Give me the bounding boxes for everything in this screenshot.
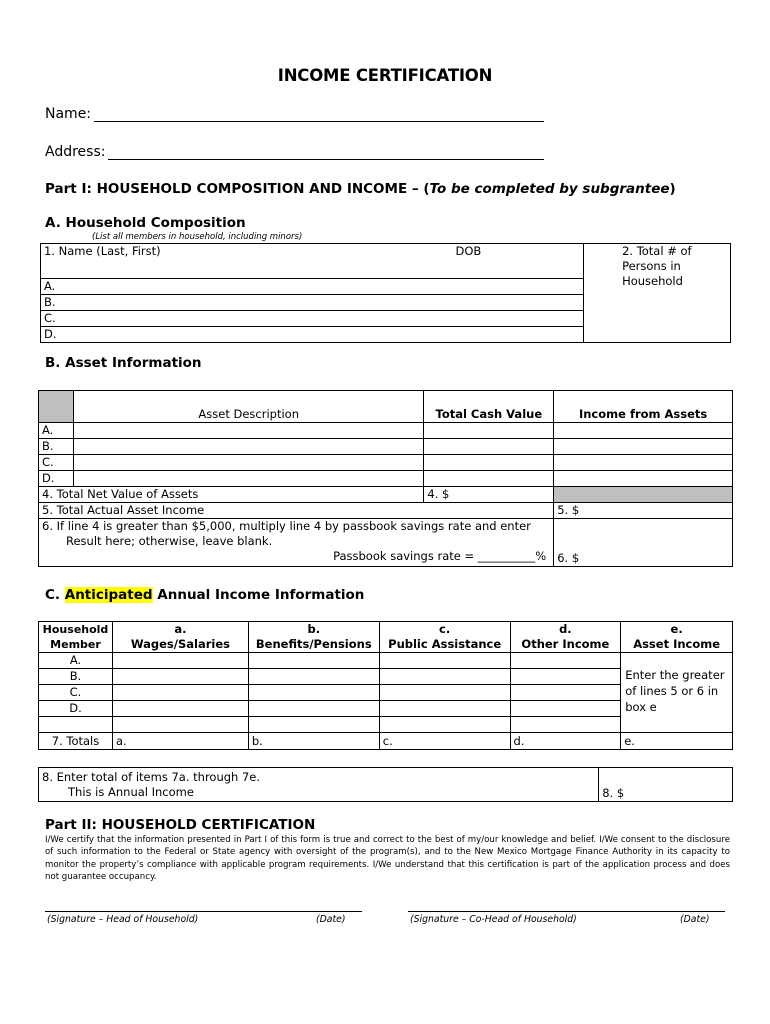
passbook-rate[interactable]: Passbook savings rate = __________% xyxy=(333,549,547,563)
name-field[interactable] xyxy=(94,121,544,122)
asset-income-cell[interactable] xyxy=(554,455,733,471)
wages-cell[interactable] xyxy=(112,653,248,669)
line5-value[interactable]: 5. $ xyxy=(554,503,733,519)
benefits-cell[interactable] xyxy=(248,669,379,685)
household-row[interactable] xyxy=(41,327,584,343)
asset-income-cell[interactable] xyxy=(554,471,733,487)
wages-cell[interactable] xyxy=(112,685,248,701)
signature-head-label: (Signature – Head of Household) xyxy=(47,914,199,925)
annual-income-value[interactable]: 8. $ xyxy=(599,768,733,802)
assets-corner-cell xyxy=(39,391,74,423)
col-asset-income: e. Asset Income xyxy=(621,622,733,653)
line6-cell xyxy=(39,519,554,567)
line6-text: 6. If line 4 is greater than $5,000, multiply line 4 by passbook savings rate and enter xyxy=(42,519,531,533)
col-public-assistance: c. Public Assistance xyxy=(379,622,510,653)
asset-desc-cell[interactable] xyxy=(73,471,423,487)
benefits-cell[interactable] xyxy=(248,717,379,733)
household-row-label: C. xyxy=(44,311,56,325)
household-row-label: A. xyxy=(44,279,56,293)
asset-income-cell[interactable] xyxy=(554,423,733,439)
line5-label: 5. Total Actual Asset Income xyxy=(39,503,554,519)
household-row-label: D. xyxy=(44,327,57,341)
other-income-cell[interactable] xyxy=(510,717,621,733)
income-heading: C. Anticipated Annual Income Information xyxy=(45,587,365,603)
benefits-cell[interactable] xyxy=(248,701,379,717)
signature-cohead-line[interactable] xyxy=(408,911,725,912)
line8-cell xyxy=(39,768,599,802)
income-table xyxy=(38,621,733,750)
household-note: (List all members in household, including minors) xyxy=(92,232,303,242)
household-row[interactable] xyxy=(41,295,584,311)
line6-value[interactable]: 6. $ xyxy=(554,519,733,567)
date-cohead-label: (Date) xyxy=(680,914,710,925)
col-asset-desc: Asset Description xyxy=(73,391,423,423)
col-household-member: Household Member xyxy=(39,622,113,653)
date-head-label: (Date) xyxy=(316,914,346,925)
name-label: Name: xyxy=(45,106,92,122)
signature-head-line[interactable] xyxy=(45,911,362,912)
public-assistance-cell[interactable] xyxy=(379,653,510,669)
wages-cell[interactable] xyxy=(112,701,248,717)
household-row[interactable] xyxy=(41,311,584,327)
line8-text: 8. Enter total of items 7a. through 7e. xyxy=(42,770,261,784)
other-income-cell[interactable] xyxy=(510,701,621,717)
wages-cell[interactable] xyxy=(112,717,248,733)
asset-cash-cell[interactable] xyxy=(424,471,554,487)
income-row-label: B. xyxy=(39,669,113,685)
asset-cash-cell[interactable] xyxy=(424,455,554,471)
asset-income-cell[interactable] xyxy=(554,439,733,455)
col-other-income: d. Other Income xyxy=(510,622,621,653)
asset-desc-cell[interactable] xyxy=(73,439,423,455)
line4-shaded-cell xyxy=(554,487,733,503)
address-label: Address: xyxy=(45,144,106,160)
household-heading: A. Household Composition xyxy=(45,215,246,231)
benefits-cell[interactable] xyxy=(248,653,379,669)
asset-cash-cell[interactable] xyxy=(424,423,554,439)
total-persons-label: 2. Total # of Persons in Household xyxy=(622,244,692,288)
total-persons-cell[interactable] xyxy=(584,244,731,343)
total-7d[interactable]: d. xyxy=(510,733,621,750)
part1-heading: Part I: HOUSEHOLD COMPOSITION AND INCOME – (To be completed by subgrantee) xyxy=(45,181,676,197)
part2-heading: Part II: HOUSEHOLD CERTIFICATION xyxy=(45,817,316,833)
public-assistance-cell[interactable] xyxy=(379,701,510,717)
col-name-header: 1. Name (Last, First) xyxy=(44,244,161,258)
asset-income-note-cell[interactable] xyxy=(621,653,733,733)
col-cash-value: Total Cash Value xyxy=(424,391,554,423)
asset-row-label: C. xyxy=(39,455,74,471)
public-assistance-cell[interactable] xyxy=(379,669,510,685)
col-dob-header: DOB xyxy=(455,244,482,258)
household-header-cell xyxy=(41,244,584,279)
line6-text-2: Result here; otherwise, leave blank. xyxy=(66,534,273,548)
other-income-cell[interactable] xyxy=(510,685,621,701)
asset-cash-cell[interactable] xyxy=(424,439,554,455)
wages-cell[interactable] xyxy=(112,669,248,685)
assets-table xyxy=(38,390,733,567)
household-row[interactable] xyxy=(41,279,584,295)
certification-text: I/We certify that the information presented in Part I of this form is true and correct to the best of my/our knowledge and belief. I/We consent to the disclosure of such information to the Federal or State agency with oversight of the program(s), and to the New Mexico Mortgage Finance Authority in its capacity to monitor the property’s compliance with applicable program requirements. I/We understand that this certification is part of the application process and does not guarantee occupancy. xyxy=(45,835,730,883)
public-assistance-cell[interactable] xyxy=(379,717,510,733)
col-wages: a. Wages/Salaries xyxy=(112,622,248,653)
income-row-label: D. xyxy=(39,701,113,717)
line8-text-2: This is Annual Income xyxy=(68,785,194,799)
col-asset-income: Income from Assets xyxy=(554,391,733,423)
other-income-cell[interactable] xyxy=(510,653,621,669)
total-7a[interactable]: a. xyxy=(112,733,248,750)
annual-income-table xyxy=(38,767,733,802)
total-7c[interactable]: c. xyxy=(379,733,510,750)
total-7b[interactable]: b. xyxy=(248,733,379,750)
asset-desc-cell[interactable] xyxy=(73,423,423,439)
line4-label: 4. Total Net Value of Assets xyxy=(39,487,424,503)
income-row-label: A. xyxy=(39,653,113,669)
totals-label: 7. Totals xyxy=(39,733,113,750)
address-field[interactable] xyxy=(108,159,544,160)
form-title: INCOME CERTIFICATION xyxy=(277,66,493,85)
household-table xyxy=(40,243,731,343)
signature-cohead-label: (Signature – Co-Head of Household) xyxy=(410,914,577,925)
total-7e[interactable]: e. xyxy=(621,733,733,750)
line4-value[interactable]: 4. $ xyxy=(424,487,554,503)
asset-desc-cell[interactable] xyxy=(73,455,423,471)
income-blank-row xyxy=(39,717,113,733)
asset-row-label: D. xyxy=(39,471,74,487)
asset-row-label: A. xyxy=(39,423,74,439)
benefits-cell[interactable] xyxy=(248,685,379,701)
household-row-label: B. xyxy=(44,295,56,309)
other-income-cell[interactable] xyxy=(510,669,621,685)
income-row-label: C. xyxy=(39,685,113,701)
public-assistance-cell[interactable] xyxy=(379,685,510,701)
col-benefits: b. Benefits/Pensions xyxy=(248,622,379,653)
asset-income-note: Enter the greater of lines 5 or 6 in box e xyxy=(625,668,725,714)
asset-row-label: B. xyxy=(39,439,74,455)
assets-heading: B. Asset Information xyxy=(45,355,202,371)
